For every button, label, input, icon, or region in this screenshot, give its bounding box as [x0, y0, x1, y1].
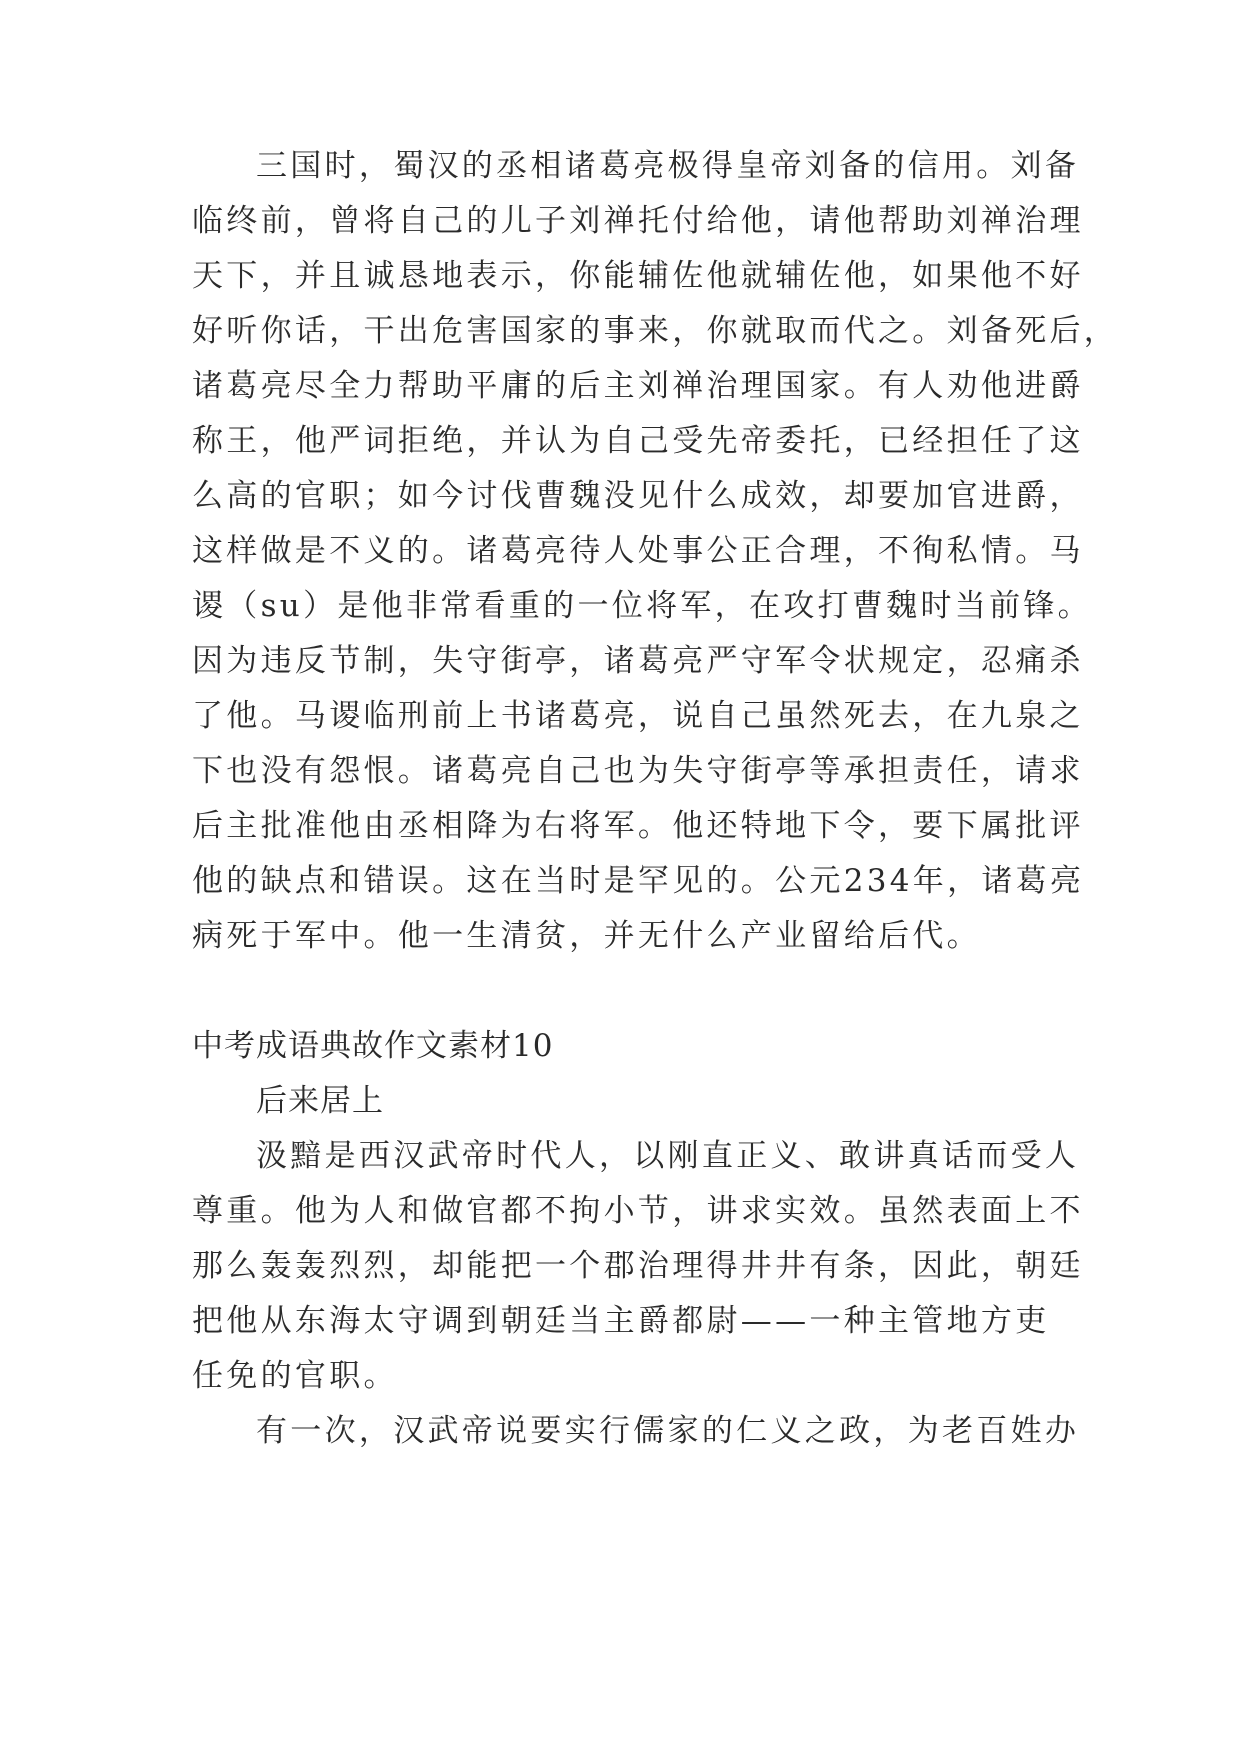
- story2-line: 有一次，汉武帝说要实行儒家的仁义之政，为老百姓办: [256, 1413, 1080, 1449]
- story1-line: 了他。马谡临刑前上书诸葛亮，说自己虽然死去，在九泉之: [192, 698, 1084, 734]
- story1-line: 下也没有怨恨。诸葛亮自己也为失守街亭等承担责任，请求: [192, 753, 1084, 789]
- section-subheading: 后来居上: [256, 1083, 384, 1119]
- story1-line: 称王，他严词拒绝，并认为自己受先帝委托，已经担任了这: [192, 423, 1084, 459]
- story1-line: 么高的官职；如今讨伐曹魏没见什么成效，却要加官进爵，: [192, 478, 1084, 514]
- story1-line: 谡（su）是他非常看重的一位将军，在攻打曹魏时当前锋。: [192, 588, 1092, 624]
- section-heading: 中考成语典故作文素材10: [192, 1028, 554, 1064]
- story2-line: 那么轰轰烈烈，却能把一个郡治理得井井有条，因此，朝廷: [192, 1248, 1084, 1284]
- story1-line: 天下，并且诚恳地表示，你能辅佐他就辅佐他，如果他不好: [192, 258, 1084, 294]
- story1-line: 他的缺点和错误。这在当时是罕见的。公元234年，诸葛亮: [192, 863, 1085, 899]
- story2-line: 尊重。他为人和做官都不拘小节，讲求实效。虽然表面上不: [192, 1193, 1084, 1229]
- story1-line: 这样做是不义的。诸葛亮待人处事公正合理，不徇私情。马: [192, 533, 1084, 569]
- story2-line: 汲黯是西汉武帝时代人，以刚直正义、敢讲真话而受人: [256, 1138, 1080, 1174]
- story1-line: 三国时，蜀汉的丞相诸葛亮极得皇帝刘备的信用。刘备: [256, 148, 1080, 184]
- story2-line: 把他从东海太守调到朝廷当主爵都尉——一种主管地方吏: [192, 1303, 1050, 1339]
- story1-line: 好听你话，干出危害国家的事来，你就取而代之。刘备死后，: [192, 313, 1119, 349]
- story1-line: 病死于军中。他一生清贫，并无什么产业留给后代。: [192, 918, 981, 954]
- story1-line: 临终前，曾将自己的儿子刘禅托付给他，请他帮助刘禅治理: [192, 203, 1084, 239]
- story1-line: 因为违反节制，失守街亭，诸葛亮严守军令状规定，忍痛杀: [192, 643, 1084, 679]
- story2-line: 任免的官职。: [192, 1358, 398, 1394]
- story1-line: 诸葛亮尽全力帮助平庸的后主刘禅治理国家。有人劝他进爵: [192, 368, 1084, 404]
- story1-line: 后主批准他由丞相降为右将军。他还特地下令，要下属批评: [192, 808, 1084, 844]
